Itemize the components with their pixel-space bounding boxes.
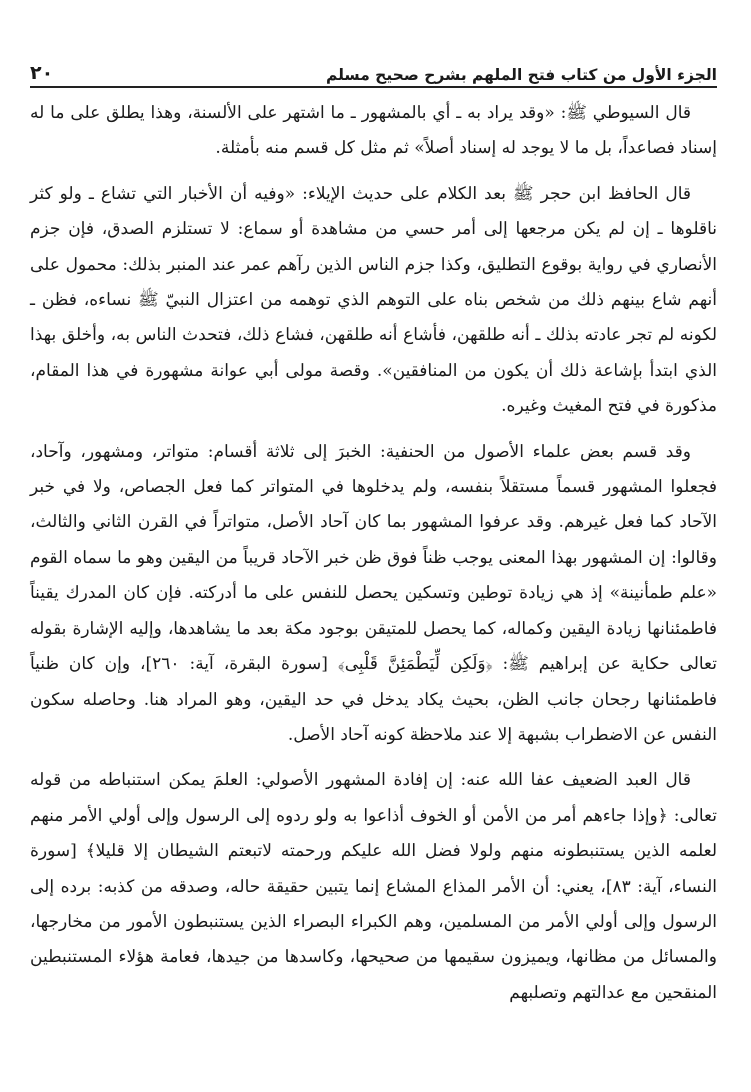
- paragraph-hanafi-division: وقد قسم بعض علماء الأصول من الحنفية: الخبرَ إلى ثلاثة أقسام: متواتر، ومشهور، وآحاد، فجعلوا المشهور قسماً مستقلاً بنفسه، ولم يدخلوها في المتواتر كما فعل الجصاص، ولا في خبر الآحاد كما فعل غيرهم. وقد عرفوا المشهور بما كان آحاد الأصل، متواتراً في القرن الثاني والثالث، وقالوا: إن المشهور بهذا المعنى يوجب ظناً فوق ظن خبر الآحاد قريباً من اليقين وهو ما سماه القوم «علم طمأنينة» إذ هي زيادة توطين وتسكين يحصل للنفس على ما أدركته. فإن كان المدرك يقيناً فاطمئنانها زيادة اليقين وكماله، كما يحصل للمتيقن بوجود مكة بعد ما يشاهدها، وإليه الإشارة بقوله تعالى حكاية عن إبراهيم ﷺ: ﴿وَلَكِن لِّيَطْمَئِنَّ قَلْبِى﴾ [سورة البقرة، آية: ٢٦٠]، وإن كان ظنياً فاطمئنانها رجحان جانب الظن، بحيث يكاد يدخل في حد اليقين، وهو المراد هنا. وحاصله سكون النفس عن الاضطراب بشبهة إلا عند ملاحظة كونه آحاد الأصل.: [30, 441, 717, 745]
- paragraph-suyuti: قال السيوطي ﷺ: «وقد يراد به ـ أي بالمشهور ـ ما اشتهر على الألسنة، وهذا يطلق على ما له إسناد فصاعداً، بل ما لا يوجد له إسناد أصلاً» ثم مثل كل قسم منه بأمثلة.: [30, 103, 717, 159]
- page-number: ٢٠: [30, 62, 54, 84]
- header-rule: [30, 86, 717, 88]
- paragraph-ibn-hajar: قال الحافظ ابن حجر ﷺ بعد الكلام على حديث الإيلاء: «وفيه أن الأخبار التي تشاع ـ ولو كثر ناقلوها ـ إن لم يكن مرجعها إلى أمر حسي من مشاهدة أو سماع: لا تستلزم الصدق، فإن جزم الأنصاري في رواية بوقوع التطليق، وكذا جزم الناس الذين رآهم عمر عند المنبر بذلك: محمول على أنهم شاع بينهم ذلك من شخص بناه على التوهم الذي توهمه من اعتزال النبيّ ﷺ نساءه، فظن ـ لكونه لم تجر عادته بذلك ـ أنه طلقهن، فأشاع أنه طلقهن، فشاع ذلك، فتحدث الناس به، وأخلق بهذا الذي ابتدأ بإشاعة ذلك أن يكون من المنافقين». وقصة مولى أبي عوانة مشهورة في هذا المقام، مذكورة في فتح المغيث وغيره.: [30, 183, 717, 417]
- paragraph-author-note: قال العبد الضعيف عفا الله عنه: إن إفادة المشهور الأصولي: العلمَ يمكن استنباطه من قوله تعالى: ﴿وإذا جاءهم أمر من الأمن أو الخوف أذاعوا به ولو ردوه إلى الرسول وإلى أولي الأمر منهم لعلمه الذين يستنبطونه منهم ولولا فضل الله عليكم ورحمته لاتبعتم الشيطان إلا قليلا﴾ [سورة النساء، آية: ٨٣]، يعني: أن الأمر المذاع المشاع إنما يتبين حقيقة حاله، وصدقه من كذبه: برده إلى الرسول وإلى أولي الأمر من المسلمين، وهم الكبراء البصراء الذين يستنبطون الأمور من مخارجها، والمسائل من مظانها، ويميزون سقيمها من صحيحها، وكاسدها من جيدها، فعامة هؤلاء المستنبطين المنقحين مع عدالتهم وتصلبهم: [30, 770, 717, 1003]
- page-header: [30, 50, 717, 84]
- running-title: الجزء الأول من كتاب فتح الملهم بشرح صحيح مسلم: [325, 66, 717, 84]
- page-body: [30, 96, 717, 1092]
